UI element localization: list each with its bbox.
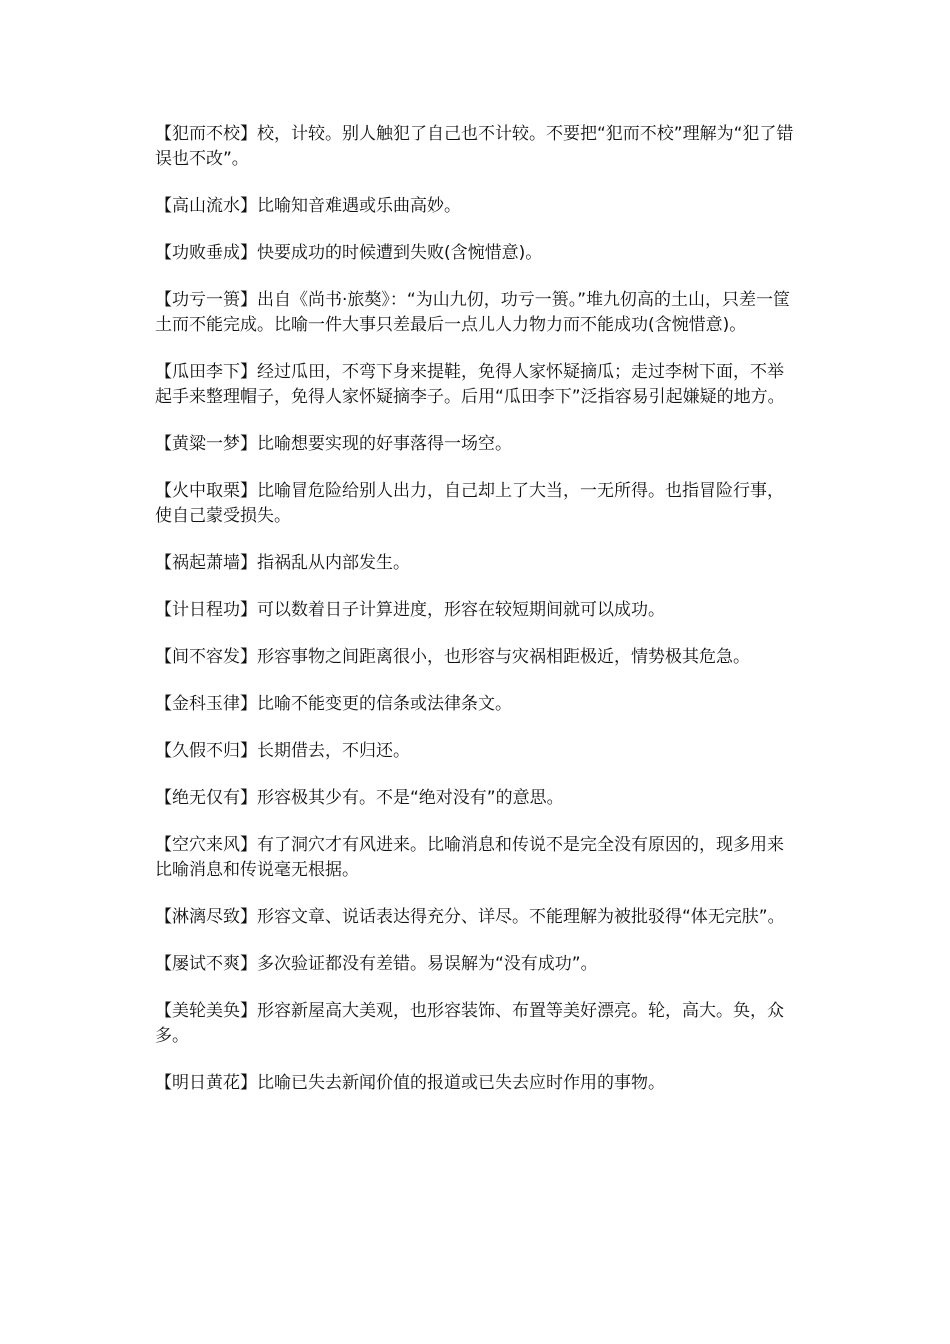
idiom-entry [155,360,795,410]
idiom-definition: 形容事物之间距离很小，也形容与灾祸相距极近，情势极其危急。 [257,647,750,667]
idiom-definition: 多次验证都没有差错。易误解为“没有成功”。 [257,954,598,974]
idiom-term: 【瓜田李下】 [155,362,257,382]
idiom-definition: 比喻想要实现的好事落得一场空。 [257,434,512,454]
idiom-entry [155,833,795,883]
idiom-entry-list [155,122,795,1118]
idiom-entry [155,194,795,219]
idiom-entry [155,241,795,266]
idiom-entry [155,1071,795,1096]
idiom-term: 【美轮美奂】 [155,1001,257,1021]
idiom-definition: 形容新屋高大美观，也形容装饰、布置等美好漂亮。轮，高大。奂，众多。 [155,1001,784,1046]
idiom-definition: 比喻已失去新闻价值的报道或已失去应时作用的事物。 [257,1073,665,1093]
idiom-entry [155,288,795,338]
idiom-entry [155,551,795,576]
idiom-definition: 比喻不能变更的信条或法律条文。 [257,694,512,714]
idiom-entry [155,692,795,717]
idiom-term: 【久假不归】 [155,741,257,761]
idiom-entry [155,739,795,764]
idiom-term: 【绝无仅有】 [155,788,257,808]
idiom-term: 【犯而不校】 [155,124,257,144]
idiom-definition: 经过瓜田，不弯下身来提鞋，免得人家怀疑摘瓜；走过李树下面，不举起手来整理帽子，免得人家怀疑摘李子。后用“瓜田李下”泛指容易引起嫌疑的地方。 [155,362,785,407]
idiom-entry [155,645,795,670]
idiom-entry [155,479,795,529]
idiom-definition: 校，计较。别人触犯了自己也不计较。不要把“犯而不校”理解为“犯了错误也不改”。 [155,124,794,169]
idiom-term: 【明日黄花】 [155,1073,257,1093]
idiom-term: 【淋漓尽致】 [155,907,257,927]
idiom-term: 【功亏一篑】 [155,290,257,310]
idiom-term: 【计日程功】 [155,600,257,620]
idiom-definition: 形容极其少有。不是“绝对没有”的意思。 [257,788,564,808]
idiom-entry [155,905,795,930]
idiom-term: 【祸起萧墙】 [155,553,257,573]
idiom-definition: 比喻知音难遇或乐曲高妙。 [257,196,461,216]
idiom-definition: 长期借去，不归还。 [257,741,410,761]
idiom-definition: 形容文章、说话表达得充分、详尽。不能理解为被批驳得“体无完肤”。 [257,907,785,927]
idiom-term: 【空穴来风】 [155,835,257,855]
idiom-definition: 指祸乱从内部发生。 [257,553,410,573]
idiom-entry [155,432,795,457]
idiom-term: 【功败垂成】 [155,243,257,263]
idiom-term: 【高山流水】 [155,196,257,216]
idiom-definition: 比喻冒危险给别人出力，自己却上了大当，一无所得。也指冒险行事，使自己蒙受损失。 [155,481,784,526]
idiom-entry [155,786,795,811]
idiom-definition: 有了洞穴才有风进来。比喻消息和传说不是完全没有原因的，现多用来比喻消息和传说毫无根据。 [155,835,784,880]
idiom-definition: 快要成功的时候遭到失败(含惋惜意)。 [257,243,543,263]
idiom-term: 【金科玉律】 [155,694,257,714]
idiom-definition: 出自《尚书·旅獒》：“为山九仞，功亏一篑。”堆九仞高的土山，只差一筐土而不能完成。比喻一件大事只差最后一点儿人力物力而不能成功(含惋惜意)。 [155,290,791,335]
idiom-definition: 可以数着日子计算进度，形容在较短期间就可以成功。 [257,600,665,620]
idiom-term: 【屡试不爽】 [155,954,257,974]
idiom-entry [155,952,795,977]
idiom-term: 【火中取栗】 [155,481,257,501]
idiom-entry [155,999,795,1049]
idiom-entry [155,122,795,172]
idiom-entry [155,598,795,623]
idiom-term: 【黄粱一梦】 [155,434,257,454]
idiom-term: 【间不容发】 [155,647,257,667]
